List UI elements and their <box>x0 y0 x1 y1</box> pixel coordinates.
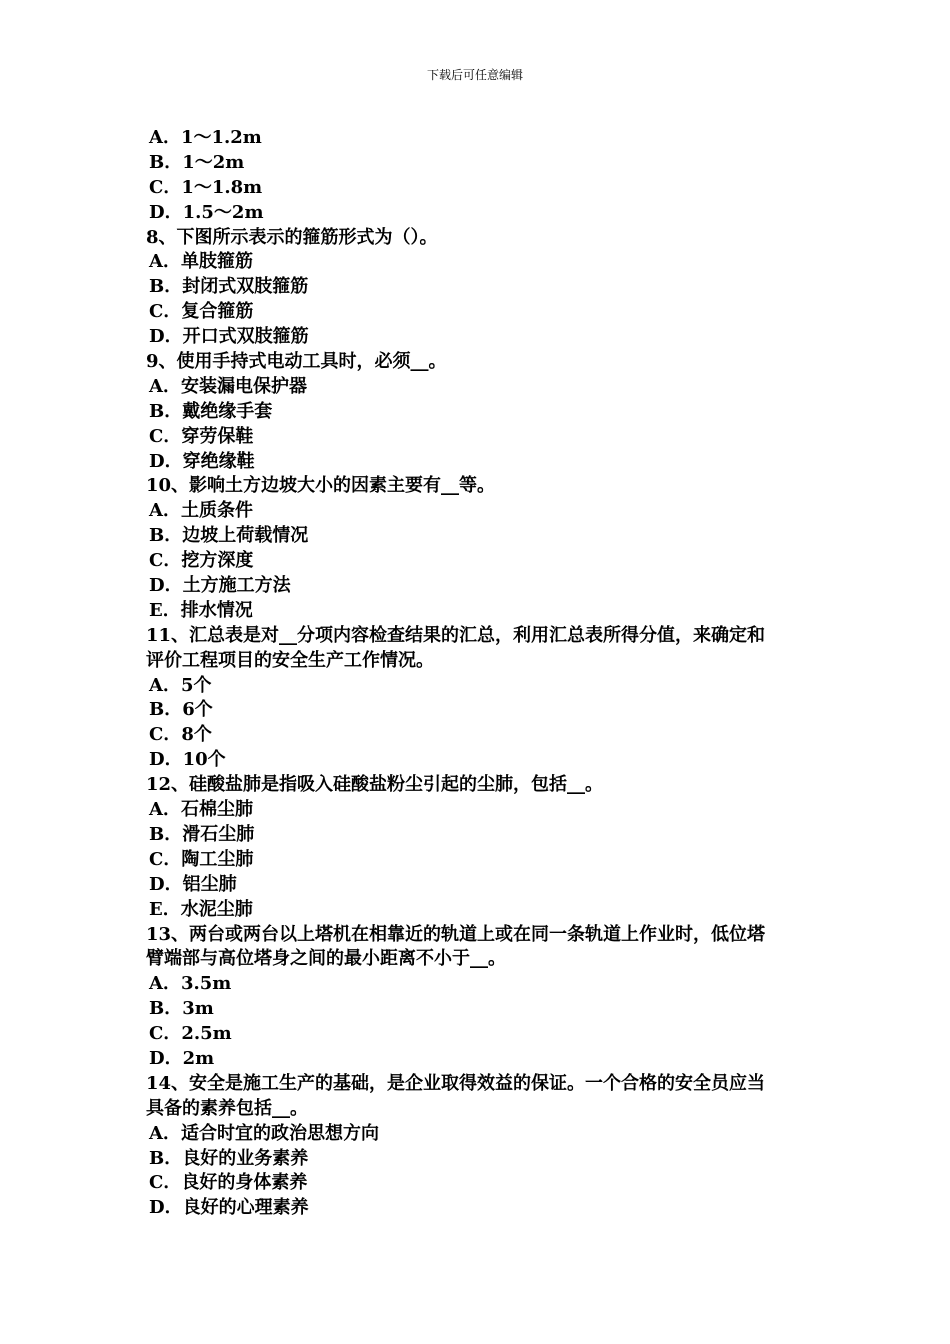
answer-option: C．复合箍筋 <box>149 301 254 323</box>
answer-option: D．土方施工方法 <box>149 575 291 597</box>
question-text: 评价工程项目的安全生产工作情况。 <box>146 649 434 671</box>
answer-option: C．良好的身体素养 <box>149 1172 308 1194</box>
answer-option: B．边坡上荷载情况 <box>149 525 309 547</box>
answer-option: D．10个 <box>149 749 226 771</box>
question-text: 13、两台或两台以上塔机在相靠近的轨道上或在同一条轨道上作业时，低位塔 <box>146 923 766 945</box>
answer-option: B．滑石尘肺 <box>149 823 255 845</box>
answer-option: A．适合时宜的政治思想方向 <box>149 1122 379 1144</box>
question-text: 11、汇总表是对__分项内容检查结果的汇总，利用汇总表所得分值，来确定和 <box>146 624 766 646</box>
answer-option: C．陶工尘肺 <box>149 848 254 870</box>
answer-option: A．1～1.2m <box>149 127 262 148</box>
answer-option: B．良好的业务素养 <box>149 1147 309 1169</box>
question-text: 12、硅酸盐肺是指吸入硅酸盐粉尘引起的尘肺，包括__。 <box>146 774 604 796</box>
answer-option: C．1～1.8m <box>149 176 263 198</box>
answer-option: C．挖方深度 <box>149 550 254 572</box>
document-body <box>146 126 816 1221</box>
answer-option: C．穿劳保鞋 <box>149 425 254 447</box>
answer-option: A．单肢箍筋 <box>149 251 253 273</box>
question-text: 8、下图所示表示的箍筋形式为（）。 <box>146 226 438 248</box>
answer-option: B．戴绝缘手套 <box>149 400 273 422</box>
answer-option: A．土质条件 <box>149 500 253 522</box>
answer-option: D．良好的心理素养 <box>149 1197 309 1219</box>
answer-option: D．1.5～2m <box>149 201 264 223</box>
answer-option: A．3.5m <box>149 973 232 995</box>
answer-option: A．安装漏电保护器 <box>149 375 307 397</box>
answer-option: D．2m <box>149 1047 215 1069</box>
answer-option: B．1～2m <box>149 151 245 173</box>
question-text: 臂端部与高位塔身之间的最小距离不小于__。 <box>146 948 506 970</box>
answer-option: C．8个 <box>149 724 212 746</box>
answer-option: A．石棉尘肺 <box>149 799 253 821</box>
question-text: 10、影响土方边坡大小的因素主要有__等。 <box>146 475 496 497</box>
answer-option: E．排水情况 <box>149 599 253 621</box>
answer-option: C．2.5m <box>149 1023 232 1045</box>
question-text: 14、安全是施工生产的基础，是企业取得效益的保证。一个合格的安全员应当 <box>146 1072 766 1094</box>
answer-option: B．6个 <box>149 699 213 721</box>
page-header: 下载后可任意编辑 <box>426 68 523 82</box>
answer-option: B．3m <box>149 998 214 1020</box>
answer-option: D．穿绝缘鞋 <box>149 450 255 472</box>
answer-option: D．铝尘肺 <box>149 873 237 895</box>
answer-option: B．封闭式双肢箍筋 <box>149 276 309 298</box>
answer-option: E．水泥尘肺 <box>149 898 253 920</box>
answer-option: D．开口式双肢箍筋 <box>149 326 309 348</box>
answer-option: A．5个 <box>149 674 212 696</box>
question-text: 具备的素养包括__。 <box>146 1097 308 1119</box>
question-text: 9、使用手持式电动工具时，必须__。 <box>146 351 447 373</box>
